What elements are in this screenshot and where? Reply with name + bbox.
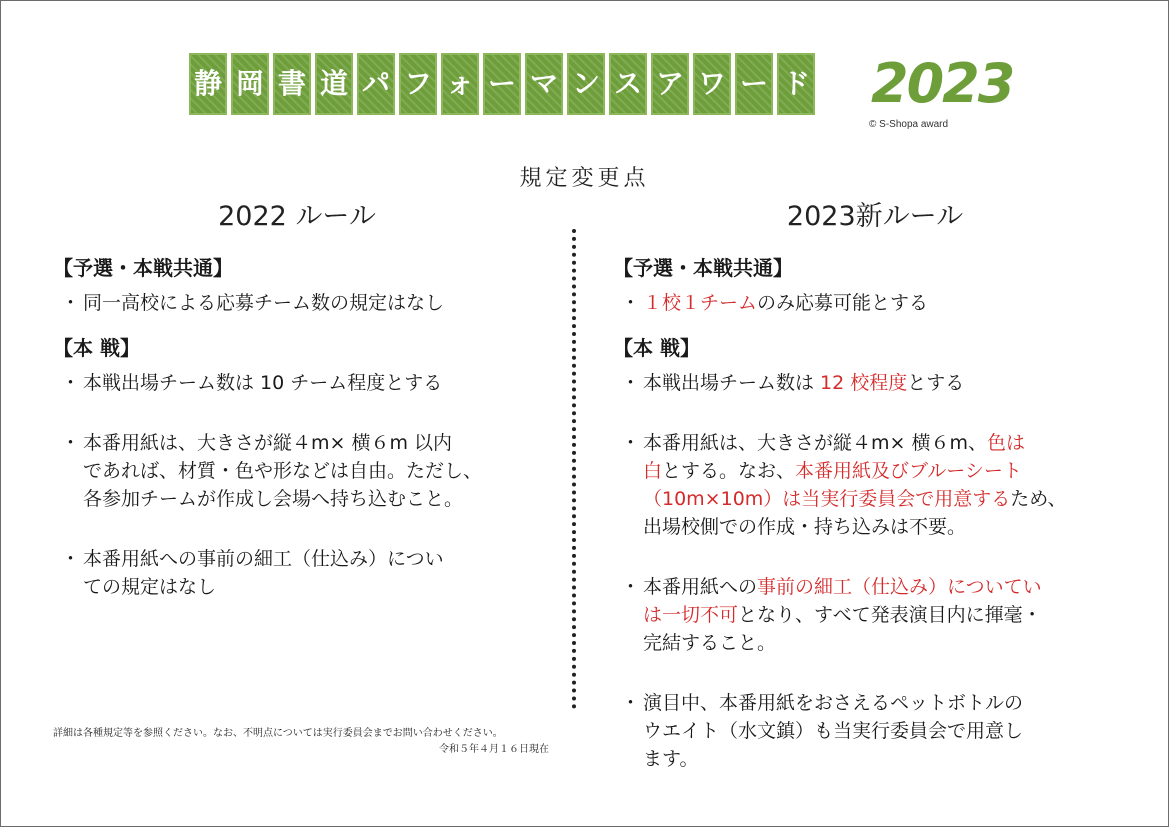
logo-char-tile: ー — [483, 53, 521, 115]
section-heading-final: 【本 戦】 — [613, 336, 700, 360]
item-line — [643, 485, 1133, 513]
highlight-text: 本番用紙及びブルーシート — [795, 460, 1022, 482]
item-line — [643, 457, 1133, 485]
logo-char-tile: マ — [525, 53, 563, 115]
item-line: 完結すること。 — [643, 632, 777, 654]
item-text: とする — [907, 372, 965, 394]
list-item — [53, 545, 553, 601]
item-text: ため、 — [1010, 488, 1067, 510]
bullet: ・ — [61, 292, 81, 314]
footer-date: 令和５年４月１６日現在 — [439, 744, 549, 755]
item-line: であれば、材質・色や形などは自由。ただし、 — [83, 460, 483, 482]
bullet: ・ — [61, 372, 81, 394]
list-item — [53, 369, 553, 397]
left-column-heading: 2022 ルール — [218, 201, 376, 232]
bullet: ・ — [621, 692, 641, 714]
item-text: 本番用紙への — [643, 576, 758, 598]
logo-char-tile: ー — [735, 53, 773, 115]
highlight-text: 色は — [986, 432, 1025, 454]
item-line: ます。 — [643, 748, 699, 770]
left-column — [53, 253, 553, 601]
bullet: ・ — [61, 548, 81, 570]
highlight-text: （10m×10m）は当実行委員会で用意する — [643, 488, 1011, 510]
section-heading-final: 【本 戦】 — [53, 336, 140, 360]
item-line: ての規定はなし — [83, 576, 217, 598]
highlight-text: 事前の細工（仕込み）についてい — [757, 576, 1042, 598]
page-title: 規定変更点 — [519, 166, 650, 191]
item-line — [643, 601, 1133, 629]
logo-char-tile: 静 — [189, 53, 227, 115]
footer-note: 詳細は各種規定等を参照ください。なお、不明点については実行委員会までお問い合わせください。 — [53, 728, 503, 739]
item-line: 各参加チームが作成し会場へ持ち込むこと。 — [83, 488, 464, 510]
logo-char-tile: フ — [399, 53, 437, 115]
item-line: 演目中、本番用紙をおさえるペットボトルの — [643, 692, 1024, 714]
bullet: ・ — [621, 372, 641, 394]
logo-char-tile: 岡 — [231, 53, 269, 115]
list-item — [613, 289, 1133, 317]
logo-char-tile: ワ — [693, 53, 731, 115]
item-line: 本番用紙は、大きさが縦４m× 横６m 以内 — [83, 432, 453, 454]
logo-char-tile: 道 — [315, 53, 353, 115]
highlight-text: 12 校程度 — [820, 372, 908, 394]
item-text: となり、すべて発表演目内に揮毫・ — [738, 604, 1042, 626]
list-item — [613, 369, 1133, 397]
logo-char-tile: ス — [609, 53, 647, 115]
item-line: ウエイト（水文鎮）も当実行委員会で用意し — [643, 720, 1024, 742]
logo-char-tile: ォ — [441, 53, 479, 115]
list-item — [613, 429, 1133, 541]
item-line: 出場校側での作成・持ち込みは不要。 — [643, 516, 967, 538]
item-text: のみ応募可能とする — [757, 292, 929, 314]
logo-char-tile: ド — [777, 53, 815, 115]
item-line — [643, 573, 1133, 601]
bullet: ・ — [621, 432, 641, 454]
list-item — [53, 429, 553, 513]
event-logo — [189, 52, 1014, 133]
highlight-text: 白 — [643, 460, 663, 482]
item-text: 本戦出場チーム数は — [643, 372, 821, 394]
logo-char-tile: ア — [651, 53, 689, 115]
item-text: とする。なお、 — [662, 460, 796, 482]
list-item — [613, 689, 1133, 773]
item-text: 本番用紙は、大きさが縦４m× 横６m、 — [643, 432, 987, 454]
right-column-heading: 2023新ルール — [786, 201, 964, 232]
item-text: 同一高校による応募チーム数の規定はなし — [83, 292, 445, 314]
logo-char-tile: ン — [567, 53, 605, 115]
logo-year: 2023 — [871, 52, 1014, 115]
logo-copyright: © S-Shopa award — [869, 119, 949, 130]
logo-char-tile: パ — [357, 53, 395, 115]
section-heading-common: 【予選・本戦共通】 — [53, 256, 233, 280]
section-heading-common: 【予選・本戦共通】 — [613, 256, 793, 280]
item-text: 本戦出場チーム数は 10 チーム程度とする — [83, 372, 443, 394]
logo-tiles — [189, 53, 815, 115]
item-line — [643, 429, 1133, 457]
highlight-text: は一切不可 — [643, 604, 739, 626]
list-item — [613, 573, 1133, 657]
bullet: ・ — [621, 576, 641, 598]
list-item — [53, 289, 553, 317]
item-line: 本番用紙への事前の細工（仕込み）につい — [83, 548, 444, 570]
right-column — [613, 253, 1133, 773]
bullet: ・ — [61, 432, 81, 454]
logo-char-tile: 書 — [273, 53, 311, 115]
highlight-text: １校１チーム — [643, 292, 758, 314]
dotted-divider — [572, 229, 576, 709]
bullet: ・ — [621, 292, 641, 314]
